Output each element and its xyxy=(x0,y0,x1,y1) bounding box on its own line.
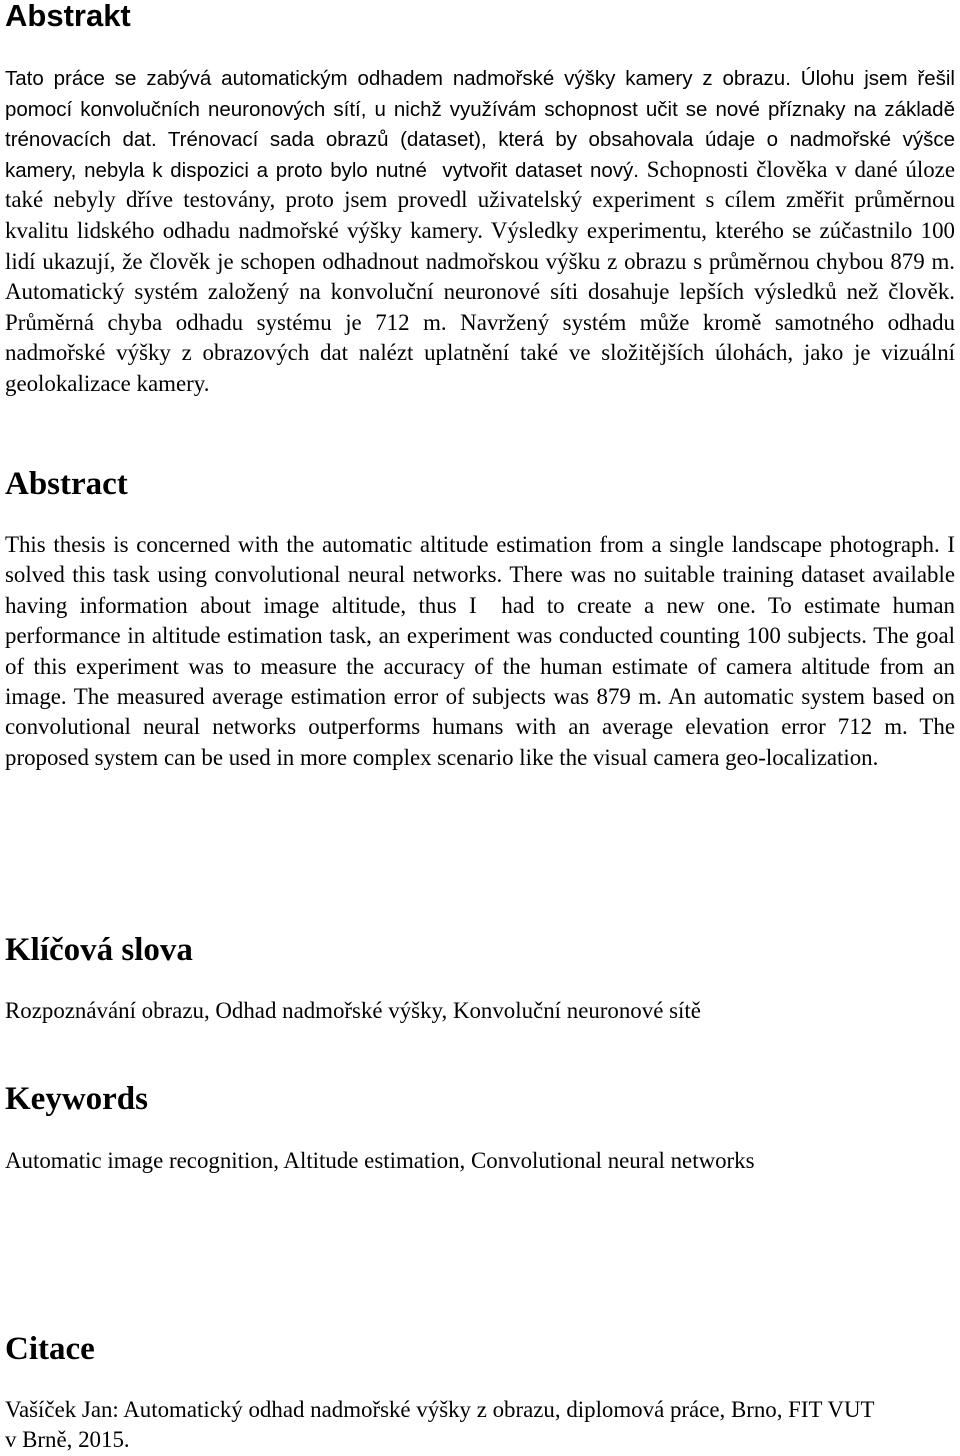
abstrakt-line-2-text: pomocí konvolučních neuronových sítí, u nichž využívám schopnost učit se nové příznaky na základě xyxy=(5,97,955,121)
abstrakt-line-11 xyxy=(5,369,955,400)
abstrakt-line-7-text: lidí ukazují, že člověk je schopen odhadnout nadmořskou výšku z obrazu s průměrnou chybou 879 m. xyxy=(5,248,955,274)
abstract-line-5 xyxy=(5,652,955,682)
heading-citace: Citace xyxy=(5,1331,95,1367)
abstract-line-3-text: having information about image altitude, thus I had to create a new one. To estimate human xyxy=(5,592,955,618)
citace-line-2 xyxy=(5,1425,955,1455)
abstract-line-3 xyxy=(5,591,955,621)
abstract-line-6 xyxy=(5,682,955,712)
abstrakt-line-4 xyxy=(5,155,955,186)
abstrakt-line-4-text-b: Schopnosti člověka v dané úloze xyxy=(646,156,955,182)
keywords-text: Automatic image recognition, Altitude estimation, Convolutional neural networks xyxy=(5,1148,755,1173)
abstract-line-5-text: of this experiment was to measure the accuracy of the human estimate of camera altitude from an xyxy=(5,653,955,679)
heading-keywords: Keywords xyxy=(5,1081,148,1117)
abstract-line-8-text: proposed system can be used in more complex scenario like the visual camera geo-localization. xyxy=(5,744,879,770)
abstrakt-line-8 xyxy=(5,277,955,308)
abstrakt-paragraph xyxy=(5,63,955,400)
abstrakt-line-6 xyxy=(5,216,955,247)
abstrakt-line-9 xyxy=(5,308,955,339)
heading-klicova-slova: Klíčová slova xyxy=(5,932,193,968)
abstrakt-line-3 xyxy=(5,124,955,155)
abstrakt-line-4-text-a: kamery, nebyla k dispozici a proto bylo nutné vytvořit dataset nový. xyxy=(5,158,639,182)
abstrakt-line-1 xyxy=(5,63,955,94)
abstract-line-2-text: solved this task using convolutional neural networks. There was no suitable training dataset available xyxy=(5,562,955,588)
abstract-line-4-text: performance in altitude estimation task, an experiment was conducted counting 100 subjects. The goal xyxy=(5,623,955,649)
citace-paragraph xyxy=(5,1395,955,1455)
citace-line-2-text: v Brně, 2015. xyxy=(5,1427,130,1452)
citace-line-1-text: Vašíček Jan: Automatický odhad nadmořské výšky z obrazu, diplomová práce, Brno, FIT VUT xyxy=(5,1397,875,1422)
abstrakt-line-2 xyxy=(5,94,955,125)
abstract-paragraph xyxy=(5,530,955,773)
abstrakt-line-3-text: trénovacích dat. Trénovací sada obrazů (dataset), která by obsahovala údaje o nadmořské výšce xyxy=(5,128,955,152)
abstrakt-line-1-text: Tato práce se zabývá automatickým odhadem nadmořské výšky kamery z obrazu. Úlohu jsem řešil xyxy=(5,67,955,90)
abstract-line-1 xyxy=(5,530,955,560)
abstract-line-6-text: image. The measured average estimation error of subjects was 879 m. An automatic system based on xyxy=(5,683,955,709)
abstrakt-line-8-text: Automatický systém založený na konvoluční neuronové síti dosahuje lepších výsledků než člověk. xyxy=(5,279,955,305)
abstrakt-line-9-text: Průměrná chyba odhadu systému je 712 m. Navržený systém může kromě samotného odhadu xyxy=(5,309,955,335)
heading-abstract: Abstract xyxy=(5,466,128,502)
abstrakt-line-6-text: kvalitu lidského odhadu nadmořské výšky kamery. Výsledky experimentu, kterého se zúčastnilo 100 xyxy=(5,217,955,243)
abstrakt-line-11-text: geolokalizace kamery. xyxy=(5,370,210,396)
abstrakt-line-7 xyxy=(5,247,955,278)
heading-abstrakt: Abstrakt xyxy=(5,0,131,33)
citace-line-1 xyxy=(5,1395,955,1425)
abstract-line-4 xyxy=(5,621,955,651)
abstrakt-line-10 xyxy=(5,338,955,369)
abstrakt-line-5-text: také nebyly dříve testovány, proto jsem provedl uživatelský experiment s cílem změřit průměrnou xyxy=(5,187,955,213)
abstrakt-line-10-text: nadmořské výšky z obrazových dat nalézt uplatnění také ve složitějších úlohách, jako je vizuální xyxy=(5,340,955,366)
abstract-line-1-text: This thesis is concerned with the automatic altitude estimation from a single landscape photograph. I xyxy=(5,532,955,557)
abstract-line-7-text: convolutional neural networks outperforms humans with an average elevation error 712 m. The xyxy=(5,714,955,740)
klicova-slova-text: Rozpoznávání obrazu, Odhad nadmořské výšky, Konvoluční neuronové sítě xyxy=(5,998,701,1023)
abstract-line-8 xyxy=(5,743,955,773)
abstrakt-line-5 xyxy=(5,185,955,216)
abstract-line-2 xyxy=(5,560,955,590)
abstract-line-7 xyxy=(5,712,955,742)
